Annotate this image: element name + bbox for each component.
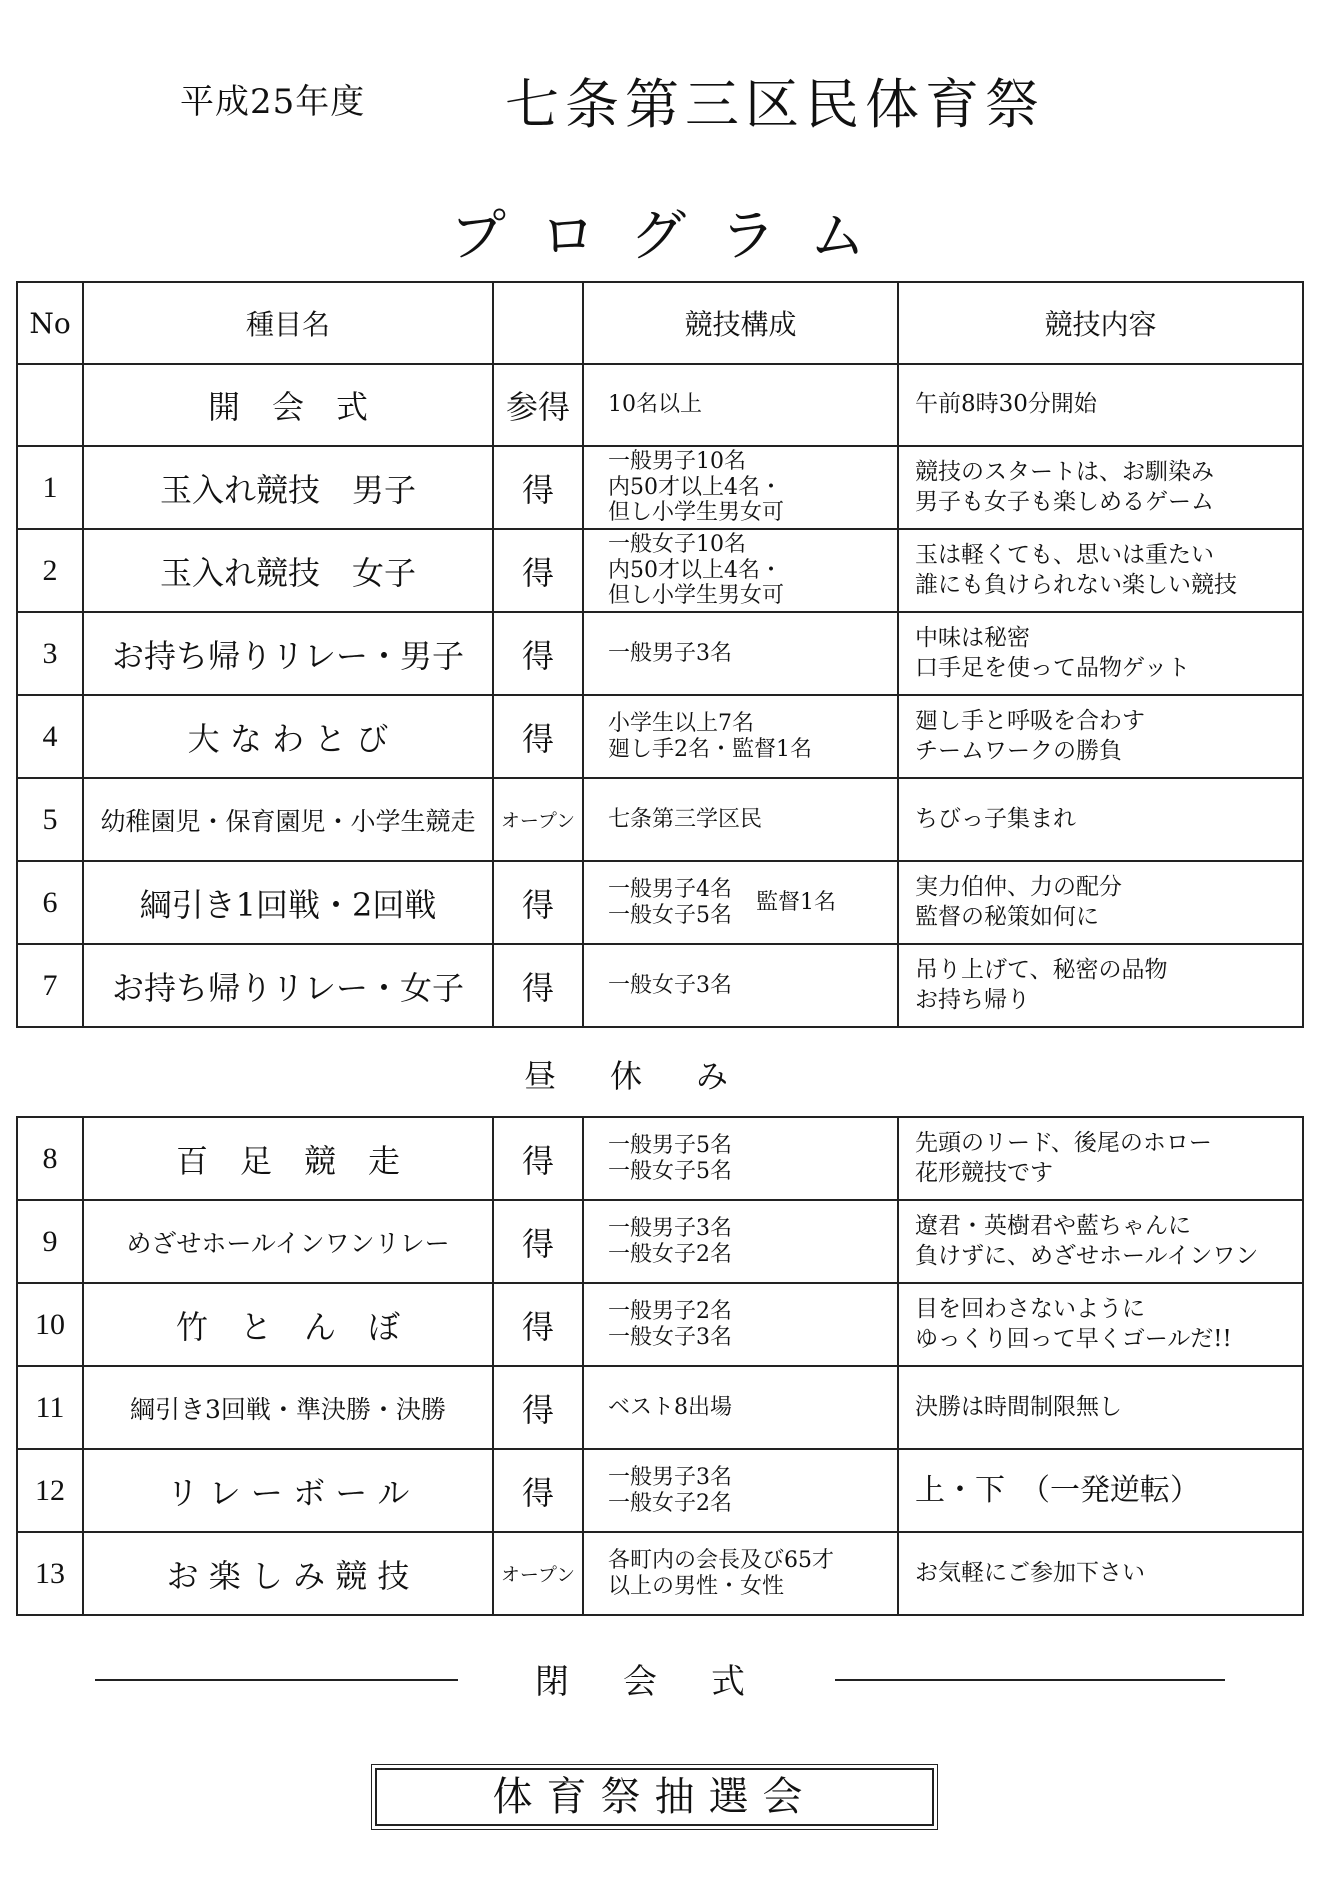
row-name: 開 会 式 xyxy=(83,364,493,446)
row-type: 得 xyxy=(493,1449,583,1532)
table-row xyxy=(17,944,1303,1027)
row-type: 得 xyxy=(493,529,583,612)
row-content: 廻し手と呼吸を合わす チームワークの勝負 xyxy=(898,695,1303,778)
row-composition: 各町内の会長及び65才 以上の男性・女性 xyxy=(583,1532,898,1615)
row-type: 得 xyxy=(493,1200,583,1283)
row-name: お持ち帰りリレー・男子 xyxy=(83,612,493,695)
row-name: 百 足 競 走 xyxy=(83,1117,493,1200)
row-composition: 一般女子3名 xyxy=(583,944,898,1027)
row-type: 得 xyxy=(493,1283,583,1366)
row-content: 午前8時30分開始 xyxy=(898,364,1303,446)
row-name: 大 な わ と び xyxy=(83,695,493,778)
lunch-break: 昼休み xyxy=(524,1057,783,1095)
row-content: 遼君・英樹君や藍ちゃんに 負けずに、めざせホールインワン xyxy=(898,1200,1303,1283)
row-composition: 一般男子10名 内50才以上4名・ 但し小学生男女可 xyxy=(583,446,898,529)
table-header-row xyxy=(17,282,1303,364)
closing-ceremony xyxy=(95,1654,1225,1704)
row-composition: 一般男子3名 一般女子2名 xyxy=(583,1200,898,1283)
row-content: 目を回わさないように ゆっくり回って早くゴールだ!! xyxy=(898,1283,1303,1366)
row-content: 実力伯仲、力の配分 監督の秘策如何に xyxy=(898,861,1303,944)
table-row xyxy=(17,1532,1303,1615)
row-content: 中味は秘密 口手足を使って品物ゲット xyxy=(898,612,1303,695)
row-no: 12 xyxy=(17,1449,83,1532)
table-row xyxy=(17,1117,1303,1200)
row-content: 玉は軽くても、思いは重たい 誰にも負けられない楽しい競技 xyxy=(898,529,1303,612)
table-row xyxy=(17,1449,1303,1532)
row-name: 幼稚園児・保育園児・小学生競走 xyxy=(83,778,493,861)
row-type: 得 xyxy=(493,695,583,778)
row-no: 10 xyxy=(17,1283,83,1366)
table-row xyxy=(17,695,1303,778)
row-type: 得 xyxy=(493,861,583,944)
row-type: オープン xyxy=(493,1532,583,1615)
row-no: 11 xyxy=(17,1366,83,1449)
composition-lines: 一般男子4名 一般女子5名 xyxy=(608,876,732,928)
program-heading: プログラム xyxy=(450,204,900,269)
row-name: 玉入れ競技 男子 xyxy=(83,446,493,529)
row-type: 得 xyxy=(493,446,583,529)
divider-right xyxy=(835,1679,1225,1681)
header-content: 競技内容 xyxy=(898,282,1303,364)
table-row xyxy=(17,861,1303,944)
row-no: 2 xyxy=(17,529,83,612)
row-content: 競技のスタートは、お馴染み 男子も女子も楽しめるゲーム xyxy=(898,446,1303,529)
row-composition: 一般男子5名 一般女子5名 xyxy=(583,1117,898,1200)
table-row xyxy=(17,1200,1303,1283)
composition-extra: 監督1名 xyxy=(756,889,836,915)
header-type xyxy=(493,282,583,364)
row-no: 5 xyxy=(17,778,83,861)
row-content: ちびっ子集まれ xyxy=(898,778,1303,861)
row-content: 決勝は時間制限無し xyxy=(898,1366,1303,1449)
row-type: 参得 xyxy=(493,364,583,446)
row-no: 6 xyxy=(17,861,83,944)
row-name: 玉入れ競技 女子 xyxy=(83,529,493,612)
row-name: 竹 と ん ぼ xyxy=(83,1283,493,1366)
row-name: 綱引き1回戦・2回戦 xyxy=(83,861,493,944)
row-no: 1 xyxy=(17,446,83,529)
row-composition: 一般男子3名 一般女子2名 xyxy=(583,1449,898,1532)
divider-left xyxy=(95,1679,458,1681)
row-no: 9 xyxy=(17,1200,83,1283)
table-row xyxy=(17,446,1303,529)
row-composition: 一般女子10名 内50才以上4名・ 但し小学生男女可 xyxy=(583,529,898,612)
table-row xyxy=(17,1283,1303,1366)
row-content: 上・下 （一発逆転） xyxy=(898,1449,1303,1532)
program-table-afternoon xyxy=(16,1116,1304,1616)
row-no: 7 xyxy=(17,944,83,1027)
row-no: 8 xyxy=(17,1117,83,1200)
row-name: お 楽 し み 競 技 xyxy=(83,1532,493,1615)
table-row-opening xyxy=(17,364,1303,446)
header-composition: 競技構成 xyxy=(583,282,898,364)
program-table-morning xyxy=(16,281,1304,1028)
lottery-box: 体育祭抽選会 xyxy=(375,1768,934,1826)
table-row xyxy=(17,612,1303,695)
row-content: 先頭のリード、後尾のホロー 花形競技です xyxy=(898,1117,1303,1200)
row-type: 得 xyxy=(493,612,583,695)
row-no xyxy=(17,364,83,446)
row-content: 吊り上げて、秘密の品物 お持ち帰り xyxy=(898,944,1303,1027)
table-row xyxy=(17,1366,1303,1449)
row-composition: 10名以上 xyxy=(583,364,898,446)
event-title: 七条第三区民体育祭 xyxy=(505,73,1045,136)
row-name: めざせホールインワンリレー xyxy=(83,1200,493,1283)
row-no: 3 xyxy=(17,612,83,695)
row-type: 得 xyxy=(493,1117,583,1200)
year-label: 平成25年度 xyxy=(180,82,366,122)
table-row xyxy=(17,778,1303,861)
table-row xyxy=(17,529,1303,612)
header-no: No xyxy=(17,282,83,364)
row-composition: 七条第三学区民 xyxy=(583,778,898,861)
row-name: リ レ ー ボ ー ル xyxy=(83,1449,493,1532)
row-type: オープン xyxy=(493,778,583,861)
closing-label: 閉会式 xyxy=(535,1662,799,1702)
row-name: 綱引き3回戦・準決勝・決勝 xyxy=(83,1366,493,1449)
row-type: 得 xyxy=(493,1366,583,1449)
row-composition: ベスト8出場 xyxy=(583,1366,898,1449)
header-name: 種目名 xyxy=(83,282,493,364)
row-content: お気軽にご参加下さい xyxy=(898,1532,1303,1615)
row-no: 13 xyxy=(17,1532,83,1615)
row-name: お持ち帰りリレー・女子 xyxy=(83,944,493,1027)
row-composition: 小学生以上7名 廻し手2名・監督1名 xyxy=(583,695,898,778)
row-type: 得 xyxy=(493,944,583,1027)
row-no: 4 xyxy=(17,695,83,778)
row-composition: 一般男子2名 一般女子3名 xyxy=(583,1283,898,1366)
row-composition xyxy=(583,861,898,944)
row-composition: 一般男子3名 xyxy=(583,612,898,695)
